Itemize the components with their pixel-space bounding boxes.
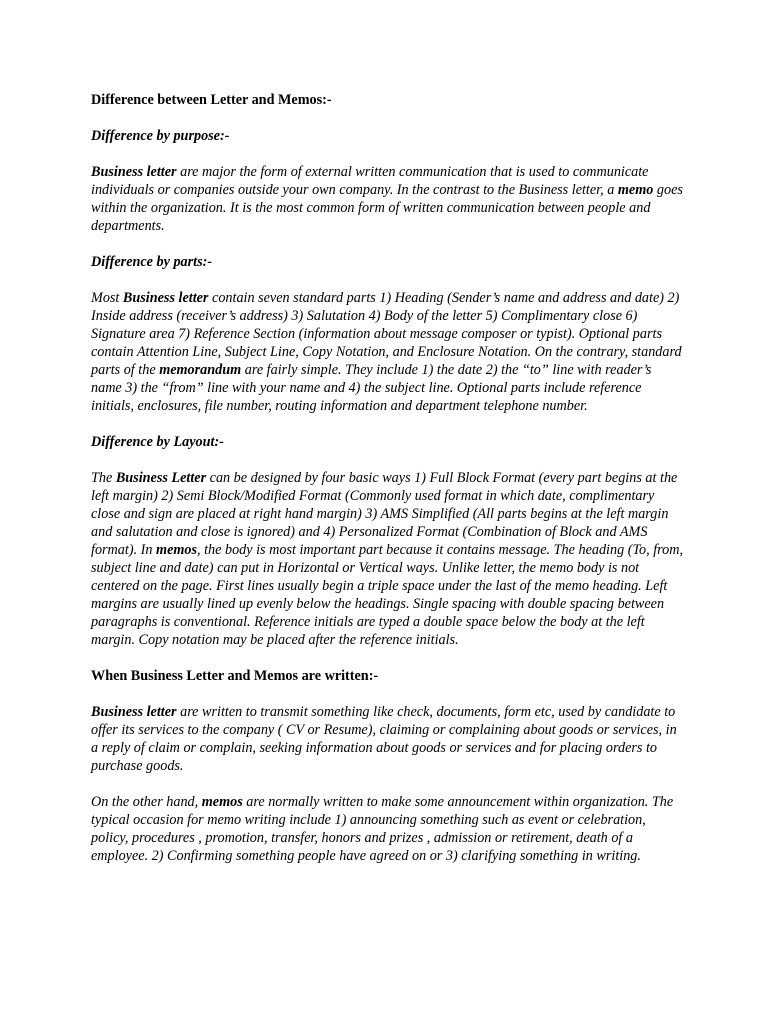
section-paragraph: [91, 703, 685, 775]
paragraph-text: contain seven standard parts 1) Heading (Sender’s name and address and date) 2) Inside address (receiver’s address) 3) Salutation 4) Body of the letter 5) Complimentary close 6) Signature area 7) Reference Section (information about message composer or typist). Optional parts contain Attention Line, Subject Line, Copy Notation, and Enclosure Notation. On the contrary, standard parts of the: [91, 290, 682, 378]
paragraph-text: On the other hand,: [91, 794, 202, 810]
section-heading: Difference by purpose:-: [91, 128, 230, 144]
bold-term: Business Letter: [115, 470, 207, 486]
paragraph-text: are major the form of external written communication that is used to communicate individuals or companies outside your own company. In the contrast to the Business letter, a: [91, 164, 649, 198]
bold-term: memos: [156, 542, 198, 558]
section-heading: Difference by Layout:-: [91, 434, 224, 450]
section-heading: When Business Letter and Memos are written:-: [91, 668, 379, 684]
section-paragraph: [91, 163, 685, 235]
section-paragraph: [91, 469, 685, 649]
paragraph-text: The: [91, 470, 116, 486]
paragraph-text: , the body is most important part because it contains message. The heading (To, from, subject line and date) can put in Horizontal or Vertical ways. Unlike letter, the memo body is not centered on the page. First lines usually begin a triple space under the last of the memo heading. Left margins are usually lined up evenly below the headings. Single spacing with double spacing between paragraphs is conventional. Reference initials are typed a double space below the body at the left margin. Copy notation may be placed after the reference initials.: [91, 542, 684, 648]
section-paragraph: [91, 289, 685, 415]
paragraph-text: can be designed by four basic ways 1) Full Block Format (every part begins at the left margin) 2) Semi Block/Modified Format (Commonly used format in which date, complimentary close and sign are placed at right hand margin) 3) AMS Simplified (All parts begins at the left margin and salutation and close is ignored) and 4) Personalized Format (Combination of Block and AMS format). In: [91, 470, 678, 558]
section-paragraph: [91, 793, 685, 865]
bold-term: memorandum: [159, 362, 242, 378]
paragraph-text: goes within the organization. It is the most common form of written communication between people and departments.: [91, 182, 683, 234]
bold-term: Business letter: [91, 704, 177, 720]
paragraph-text: are normally written to make some announcement within organization. The typical occasion for memo writing include 1) announcing something such as event or celebration, policy, procedures , promotion, transfer, honors and prizes , admission or retirement, death of a employee. 2) Confirming something people have agreed on or 3) clarifying something in writing.: [91, 794, 674, 864]
bold-term: memo: [617, 182, 654, 198]
document-body: [91, 127, 685, 865]
bold-term: memos: [201, 794, 243, 810]
bold-term: Business letter: [122, 290, 209, 306]
document-page: [91, 91, 685, 883]
section-heading: Difference by parts:-: [91, 254, 213, 270]
paragraph-text: Most: [91, 290, 123, 306]
document-title: Difference between Letter and Memos:-: [91, 92, 332, 108]
paragraph-text: are written to transmit something like check, documents, form etc, used by candidate to offer its services to the company ( CV or Resume), claiming or complaining about goods or services, in a reply of claim or complain, seeking information about goods or services and for placing orders to purchase goods.: [91, 704, 677, 774]
bold-term: Business letter: [91, 164, 177, 180]
paragraph-text: are fairly simple. They include 1) the date 2) the “to” line with reader’s name 3) the “from” line with your name and 4) the subject line. Optional parts include reference initials, enclosures, file number, routing information and department telephone number.: [91, 362, 652, 414]
